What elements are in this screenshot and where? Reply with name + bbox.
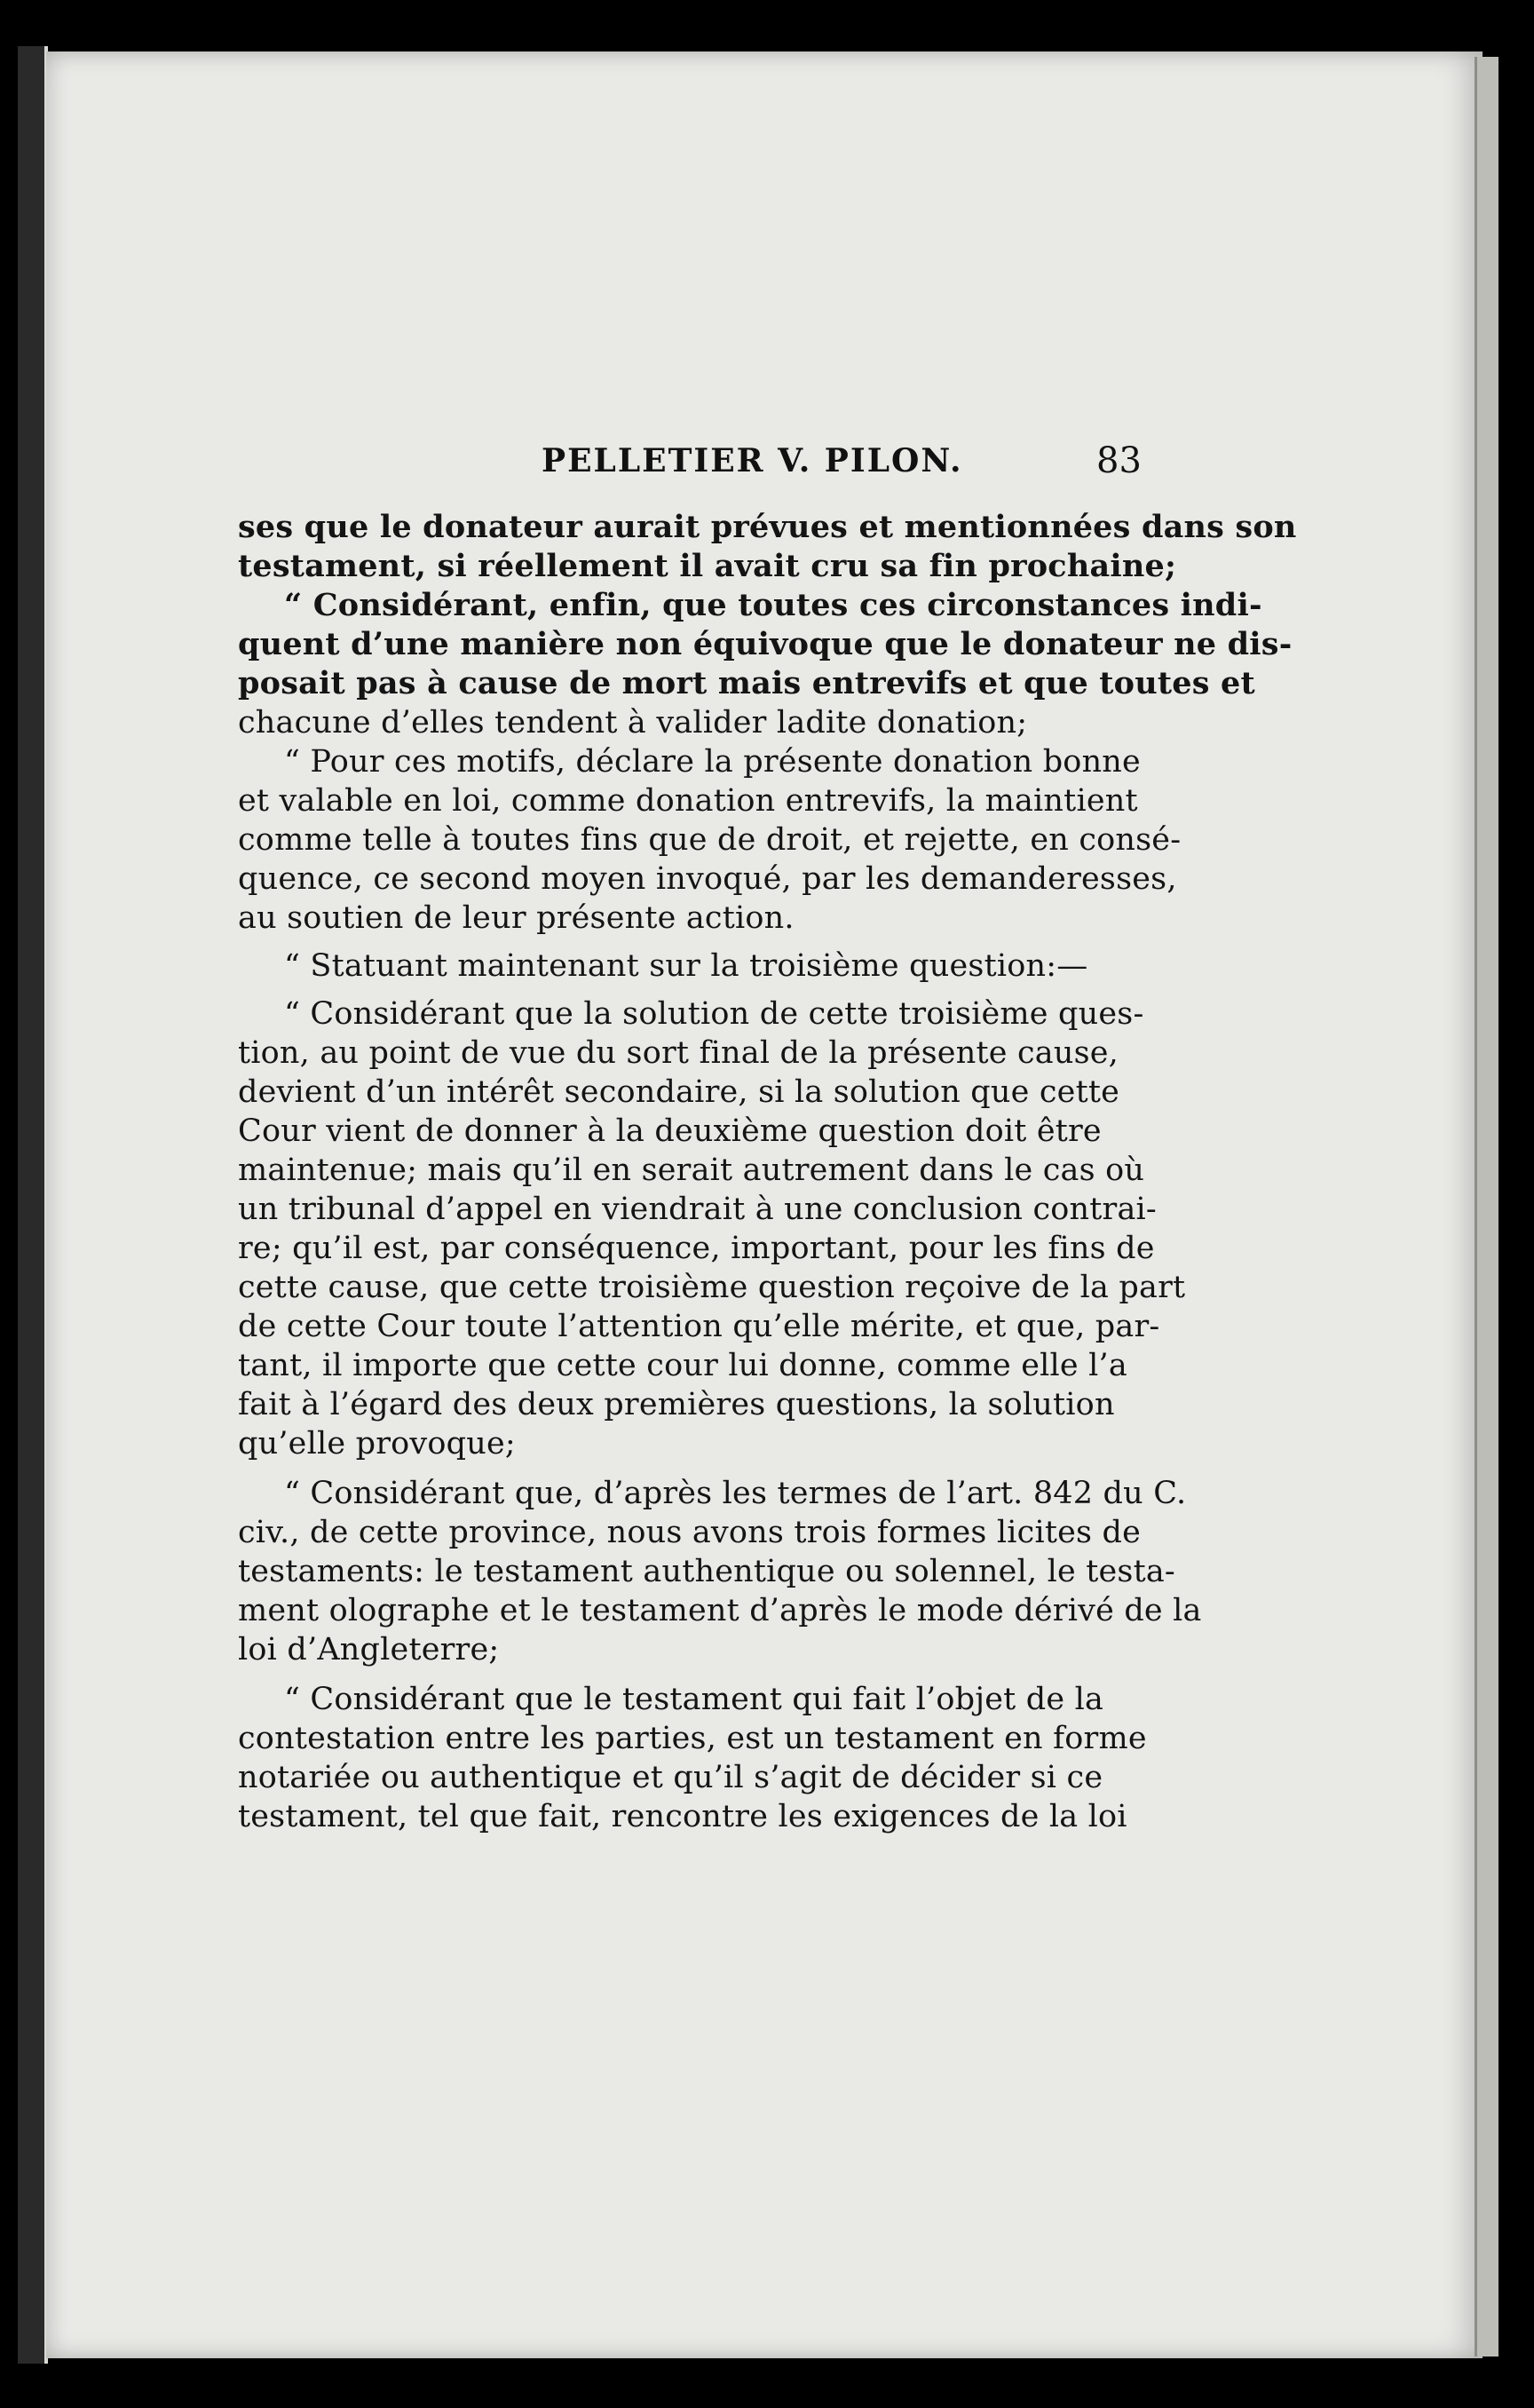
text-line: tant, il importe que cette cour lui donne, comme elle l’a <box>238 1348 1127 1383</box>
running-title: PELLETIER V. PILON. <box>542 442 963 479</box>
text-line: qu’elle provoque; <box>238 1426 516 1461</box>
text-line: posait pas à cause de mort mais entrevifs et que toutes et <box>238 665 1255 701</box>
text-line: comme telle à toutes fins que de droit, et rejette, en consé- <box>238 822 1182 858</box>
text-line: ment olographe et le testament d’après le mode dérivé de la <box>238 1593 1202 1628</box>
text-line: de cette Cour toute l’attention qu’elle mérite, et que, par- <box>238 1309 1160 1344</box>
text-line: maintenue; mais qu’il en serait autrement dans le cas où <box>238 1153 1145 1188</box>
text-line: civ., de cette province, nous avons trois formes licites de <box>238 1515 1142 1550</box>
text-line: “ Considérant que, d’après les termes de l’art. 842 du C. <box>284 1476 1187 1511</box>
text-line: quent d’une manière non équivoque que le donateur ne dis- <box>238 626 1293 662</box>
text-line: loi d’Angleterre; <box>238 1632 500 1667</box>
text-line: ses que le donateur aurait prévues et mentionnées dans son <box>238 509 1297 545</box>
text-line: un tribunal d’appel en viendrait à une conclusion contrai- <box>238 1192 1157 1227</box>
text-line: contestation entre les parties, est un testament en forme <box>238 1721 1147 1756</box>
text-line: testament, si réellement il avait cru sa fin prochaine; <box>238 548 1177 584</box>
page-stack-edge <box>1475 57 1498 2357</box>
text-line: “ Considérant que la solution de cette troisième ques- <box>284 996 1144 1032</box>
book-binding-edge <box>18 46 48 2364</box>
text-line: Cour vient de donner à la deuxième question doit être <box>238 1113 1102 1149</box>
text-line: fait à l’égard des deux premières questions, la solution <box>238 1387 1115 1422</box>
text-line: testament, tel que fait, rencontre les exigences de la loi <box>238 1799 1127 1834</box>
text-line: testaments: le testament authentique ou solennel, le testa- <box>238 1554 1175 1589</box>
body-text <box>238 508 1297 2000</box>
text-line: notariée ou authentique et qu’il s’agit de décider si ce <box>238 1760 1103 1795</box>
text-line: re; qu’il est, par conséquence, important, pour les fins de <box>238 1231 1155 1266</box>
running-head <box>275 433 1163 495</box>
text-line: et valable en loi, comme donation entrevifs, la maintient <box>238 783 1138 819</box>
text-line: quence, ce second moyen invoqué, par les demanderesses, <box>238 861 1177 897</box>
page-number: 83 <box>1096 440 1142 481</box>
text-line: cette cause, que cette troisième question reçoive de la part <box>238 1270 1186 1305</box>
text-line: “ Considérant que le testament qui fait l’objet de la <box>284 1682 1104 1717</box>
text-line: “ Statuant maintenant sur la troisième question:— <box>284 948 1088 984</box>
text-line: au soutien de leur présente action. <box>238 900 795 936</box>
text-line: devient d’un intérêt secondaire, si la solution que cette <box>238 1074 1120 1110</box>
text-line: “ Considérant, enfin, que toutes ces circonstances indi- <box>284 587 1262 623</box>
text-line: tion, au point de vue du sort final de la présente cause, <box>238 1035 1119 1071</box>
text-line: chacune d’elles tendent à valider ladite donation; <box>238 705 1028 741</box>
text-line: “ Pour ces motifs, déclare la présente donation bonne <box>284 744 1141 780</box>
